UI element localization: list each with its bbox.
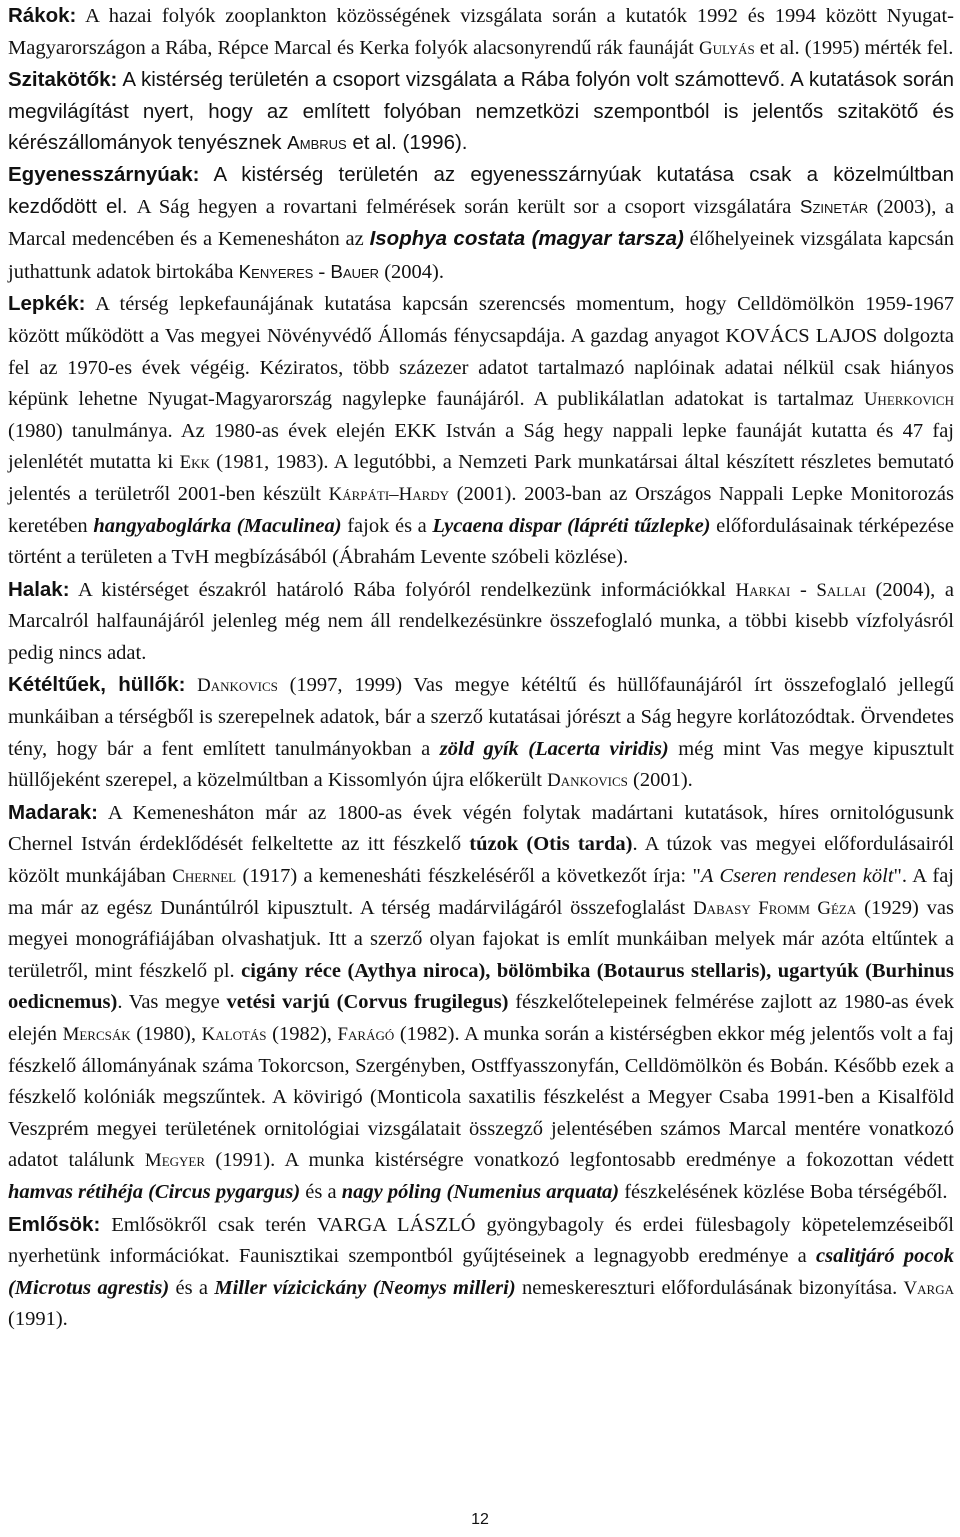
- body-text: A hazai folyók zooplankton közösségének vizsgálata során a kutatók 1992 és 1994 között Nyugat-Magyarországon a Rába, Répce Marcal és Kerka folyók alacsonyrendű rák faunáját: [8, 5, 954, 59]
- species-name: cigány réce (Aythya niroca), bölömbika (Botaurus stellaris), ugartyúk (Burhinus oedicnemus): [8, 959, 954, 1014]
- body-text: A Cseren rendesen költ: [700, 865, 894, 888]
- body-text: (1917) a kemenesháti fészkeléséről a következőt írja: ": [236, 865, 701, 888]
- section-heading: Lepkék:: [8, 292, 86, 316]
- body-text: (1980) tanulmánya. Az 1980-as évek elején EKK István a Ság hegy nappali lepke faunáját kutatta és 47 faj jelenlétét mutatta ki: [8, 419, 954, 474]
- section-heading: Rákok:: [8, 4, 77, 27]
- body-text: et al. (1995) mérték fel.: [754, 36, 954, 59]
- body-text: fészkelésének közlése Boba térségéből.: [619, 1180, 948, 1203]
- body-text: A kistérséget északról határoló Rába folyóról rendelkezünk információkkal: [69, 578, 736, 601]
- body-text: még mint Vas megye kipusztult hüllőjeként szerepel, a közelmúltban a Kissomlyón újra előkerült: [8, 737, 955, 792]
- body-text: -: [313, 260, 331, 283]
- body-text: (2003), a Marcal medencében és a Kemenesháton az: [8, 195, 954, 251]
- page-number: 12: [471, 1511, 489, 1528]
- body-text: (2001). 2003-ban az Országos Nappali Lepke Monitorozás keretében: [8, 482, 954, 537]
- author-citation: Kalotás: [201, 1024, 267, 1045]
- author-citation: Varga: [903, 1277, 954, 1299]
- species-name: vetési varjú (Corvus frugilegus): [226, 991, 509, 1014]
- author-citation: Bauer: [330, 260, 380, 282]
- author-citation: Farágó: [337, 1024, 395, 1045]
- body-text: A kistérség területén a csoport vizsgálata a Rába folyón volt számottevő. A kutatások során megvilágítást nyert, hogy az említett folyóban nemzetközi szempontból is jelentős szitakötő és kérészállományok tenyésznek: [8, 68, 954, 155]
- section-heading: Kétéltűek, hüllők:: [8, 673, 186, 697]
- body-text: (1980),: [130, 1023, 202, 1045]
- document-body: [8, 0, 954, 1336]
- author-citation: Ekk: [179, 452, 210, 474]
- paragraph-emlosok: [8, 1209, 954, 1336]
- species-name: hamvas rétihéja (Circus pygargus): [8, 1180, 301, 1203]
- paragraph-rakok: [8, 0, 954, 64]
- author-citation: Sallai: [816, 579, 866, 601]
- body-text: (2001).: [627, 769, 693, 792]
- author-citation: Kenyeres: [238, 260, 314, 282]
- section-heading: Egyenesszárnyúak:: [8, 162, 200, 186]
- paragraph-szitakotok: [8, 64, 954, 159]
- body-text: nemeskereszturi előfordulásának bizonyítása.: [515, 1276, 904, 1299]
- species-name: hangyaboglárka (Maculinea): [93, 514, 342, 537]
- body-text: -: [790, 578, 817, 601]
- species-name: nagy póling (Numenius arquata): [341, 1180, 620, 1203]
- species-name: Isophya costata (magyar tarsza): [369, 227, 684, 251]
- paragraph-keteltuek: [8, 669, 954, 796]
- author-citation: Uherkovich: [863, 389, 954, 411]
- author-citation: Kárpáti–Hardy: [328, 483, 450, 505]
- author-citation: Ambrus: [287, 132, 347, 154]
- body-text: A Ság hegyen a rovartani felmérések során került sor a csoport vizsgálatára: [136, 195, 800, 218]
- body-text: (1991). A munka kistérségre vonatkozó legfontosabb eredménye a fokozottan védett: [205, 1149, 954, 1172]
- species-name: Miller vízicickány (Neomys milleri): [214, 1276, 516, 1299]
- body-text: [185, 674, 197, 696]
- species-name: csalitjáró pocok (Microtus agrestis): [8, 1245, 954, 1299]
- body-text: fajok és a: [341, 514, 433, 537]
- body-text: fészkelőtelepeinek felmérése zajlott az 1980-as évek elején: [8, 991, 954, 1045]
- species-name: zöld gyík (Lacerta viridis): [439, 737, 669, 760]
- author-citation: Chernel: [172, 866, 237, 888]
- body-text: Emlősökről csak terén VARGA LÁSZLÓ gyöngybagoly és erdei fülesbagoly köpetelemzéseiből nyerhetünk információkat. Faunisztikai szempontból gyűjtéseinek a legnagyobb eredménye a: [8, 1213, 954, 1268]
- section-heading: Szitakötők:: [8, 68, 118, 92]
- body-text: (1991).: [8, 1308, 68, 1331]
- author-citation: Dabasy Fromm Géza: [693, 897, 857, 919]
- body-text: et al. (1996).: [346, 131, 468, 155]
- body-text: (2004), a Marcalról halfaunájáról jelenleg még nem áll rendelkezésünkre összefoglaló munka, a többi kisebb vízfolyásról pedig nincs adat.: [8, 578, 954, 664]
- body-text: A kistérség területén az egyenesszárnyúak kutatása csak a közelmúltban kezdődött el.: [8, 162, 954, 218]
- body-text: élőhelyeinek vizsgálata kapcsán juthattunk adatok birtokába: [8, 228, 954, 283]
- body-text: (1929) vas megyei monográfiájában olvashatjuk. Itt a szerző olyan fajokat is említ munkáiban melyek már azóta eltűntek a területről, mint fészkelő pl.: [8, 896, 954, 982]
- body-text: előfordulásainak térképezése történt a területen a TvH megbízásából (Ábrahám Levente szóbeli közlése).: [8, 514, 954, 569]
- body-text: és a: [300, 1180, 342, 1203]
- paragraph-lepkek: [8, 288, 954, 573]
- section-heading: Halak:: [8, 577, 70, 601]
- body-text: . A túzok vas megyei előfordulásairól közölt munkájában: [8, 833, 954, 888]
- body-text: (1982). A munka során a kistérségben ekkor még jelentős volt a faj fészkelő állományának száma Tokorcson, Szergényben, Ostffyasszonyfán, Celldömölkön és Bobán. Később ezek a fészkelő kolóniák megszűntek. A kövirigó (Monticola saxatilis fészkelést a Megyer Csaba 1991-ben a Kisalföld Veszprém megyei területének ornitológiai vizsgálatait összegző jelentésében számos Marcal mentére vonatkozó adatot találunk: [8, 1023, 954, 1172]
- paragraph-egyenesszarnyuak: [8, 159, 954, 288]
- paragraph-container: [8, 0, 954, 1336]
- body-text: (1982),: [266, 1023, 338, 1045]
- author-citation: Szinetár: [799, 195, 869, 217]
- paragraph-halak: [8, 574, 954, 670]
- author-citation: Mercsák: [62, 1024, 131, 1045]
- author-citation: Megyer: [144, 1150, 206, 1172]
- body-text: . Vas megye: [117, 991, 227, 1014]
- section-heading: Emlősök:: [8, 1212, 101, 1236]
- species-name: túzok (Otis tarda): [469, 833, 633, 856]
- body-text: (1981, 1983). A legutóbbi, a Nemzeti Park munkatársai által készített részletes bemutató jelentés a területről 2001-ben készült: [8, 451, 954, 505]
- section-heading: Madarak:: [8, 800, 99, 824]
- body-text: és a: [169, 1276, 215, 1299]
- body-text: (2004).: [379, 260, 444, 283]
- author-citation: Gulyás: [699, 37, 755, 59]
- body-text: (1997, 1999) Vas megye kétéltű és hüllőfaunájáról írt összefoglaló jellegű munkáiban a térségből is szerepelnek adatok, bár a szerző kutatásai jórészt a Ság hegyre korlátozódtak. Örvendetes tény, hogy bár a fent említett tanulmányokban a: [8, 674, 954, 760]
- author-citation: Harkai: [735, 579, 791, 601]
- body-text: A Kemenesháton már az 1800-as évek végén folytak madártani kutatások, híres ornitológusunk Chernel István érdeklődését felkeltette az itt fészkelő: [8, 801, 954, 856]
- body-text: A térség lepkefaunájának kutatása kapcsán szerencsés momentum, hogy Celldömölkön 1959-1967 között működött a Vas megyei Növényvédő Állomás fénycsapdája. A gazdag anyagot KOVÁCS LAJOS dolgozta fel az 1970-es évek végéig. Kéziratos, több százezer adatot tartalmazó naplóinak adatai nélkül csak hiányos képünk lehetne Nyugat-Magyarország nagylepke faunájáról. A publikálatlan adatokat is tartalmaz: [8, 293, 954, 411]
- body-text: ". A faj ma már az egész Dunántúlról kipusztult. A térség madárvilágáról összefoglalást: [8, 865, 954, 919]
- author-citation: Dankovics: [197, 675, 278, 697]
- species-name: Lycaena dispar (lápréti tűzlepke): [432, 514, 711, 537]
- author-citation: Dankovics: [547, 770, 628, 792]
- paragraph-madarak: [8, 797, 954, 1209]
